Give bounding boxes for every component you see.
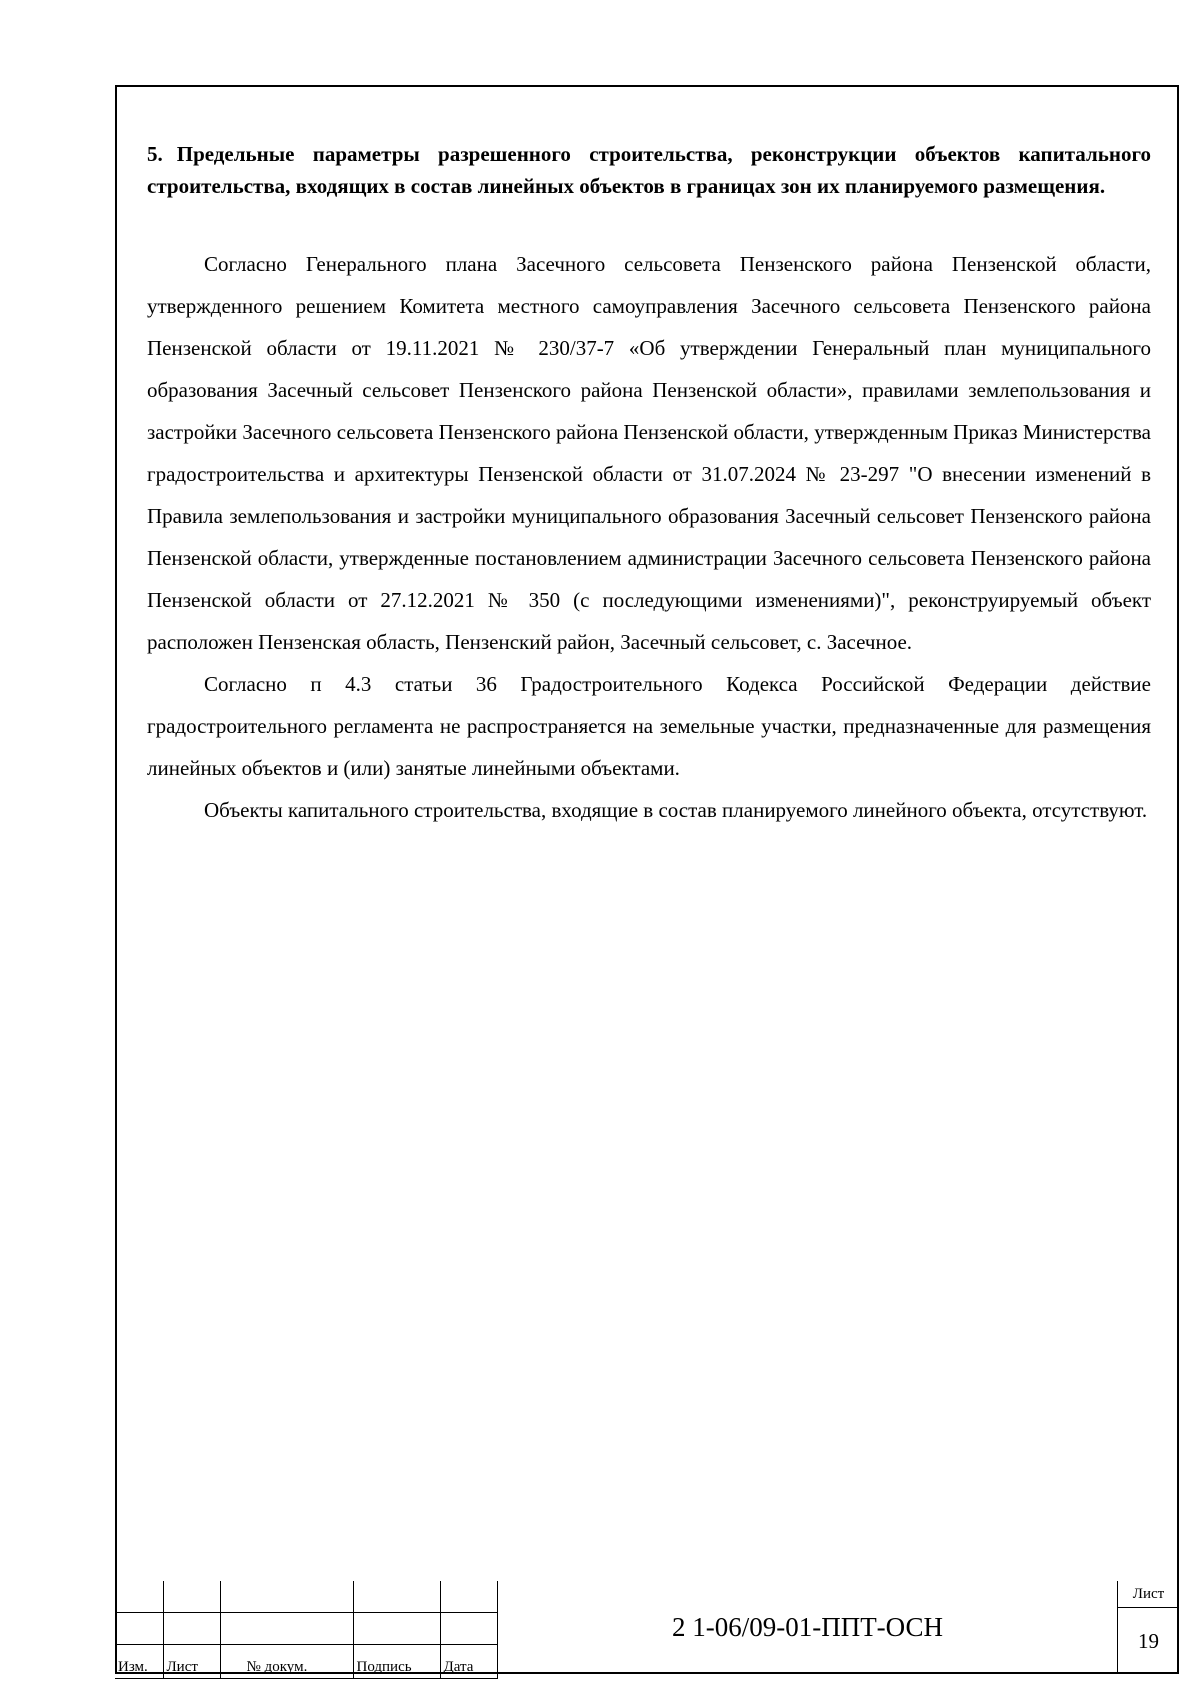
label-document-number: № докум. (220, 1645, 353, 1679)
paragraph-objects: Объекты капитального строительства, входящие в состав планируемого линейного объекта, отсутствуют. (204, 798, 1148, 822)
section-title: Предельные параметры разрешенного строительства, реконструкции объектов капитального строительства, входящих в состав линейных объектов в границах зон их планируемого размещения. (147, 142, 1151, 198)
paragraph-regulation: Согласно п 4.3 статьи 36 Градостроительного Кодекса Российской Федерации действие градостроительного регламента не распространяется на земельные участки, предназначенные для размещения линейных объектов и (или) занятые линейными объектами. (147, 672, 1151, 780)
label-sheet: Лист (163, 1645, 220, 1679)
sheet-box (1117, 1581, 1179, 1674)
paragraph-general-plan: Согласно Генерального плана Засечного сельсовета Пензенского района Пензенской области, утвержденного решением Комитета местного самоуправления Засечного сельсовета Пензенского района Пензенской области от 19.11.2021 № 230/37-7 «Об утверждении Генеральный план муниципального образования Засечный сельсовет Пензенского района Пензенской области», правилами землепользования и застройки Засечного сельсовета Пензенского района Пензенской области, утвержденным Приказ Министерства градостроительства и архитектуры Пензенской области от 31.07.2024 № 23-297 "О внесении изменений в Правила землепользования и застройки муниципального образования Засечный сельсовет Пензенского района Пензенской области, утвержденные постановлением администрации Засечного сельсовета Пензенского района Пензенской области от 27.12.2021 № 350 (с последующими изменениями)", реконструируемый объект расположен Пензенская область, Пензенский район, Засечный сельсовет, с. Засечное. (147, 252, 1151, 654)
document-code-text: 2 1-06/09-01-ППТ-ОСН (671, 1612, 944, 1642)
document-body (147, 138, 1151, 831)
section-number: 5. (147, 142, 163, 166)
label-date: Дата (440, 1645, 497, 1679)
section-heading (147, 138, 1151, 202)
sheet-number: 19 (1138, 1629, 1159, 1653)
revision-row (115, 1613, 497, 1645)
revision-table (115, 1581, 498, 1679)
revision-row (115, 1581, 497, 1613)
document-code (497, 1581, 1117, 1674)
revision-header-row (115, 1645, 497, 1679)
sheet-label: Лист (1118, 1581, 1179, 1608)
label-change: Изм. (115, 1645, 163, 1679)
label-signature: Подпись (353, 1645, 440, 1679)
title-block (115, 1581, 1179, 1674)
